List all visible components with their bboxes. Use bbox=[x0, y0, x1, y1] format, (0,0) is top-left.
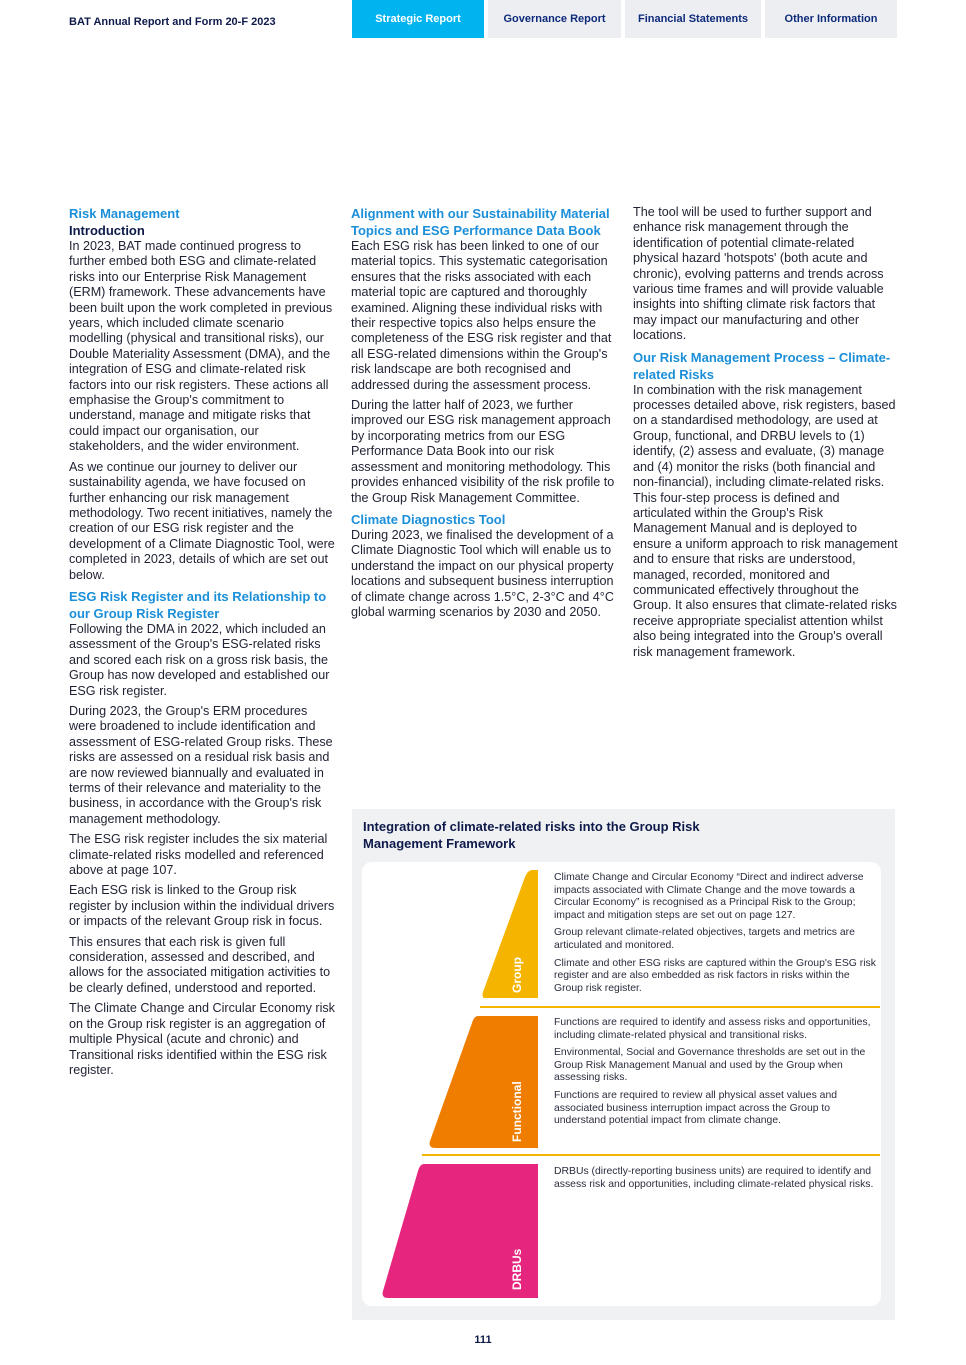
column-middle bbox=[351, 205, 617, 625]
heading-risk-management: Risk Management bbox=[69, 206, 180, 221]
tier-item: Climate Change and Circular Economy “Direct and indirect adverse impacts associated with Climate Change and the move towards a Circular Economy” is recognised as a Principal Risk to the Group; impact and mitigation steps are set out on page 127. bbox=[554, 872, 864, 921]
paragraph: The Climate Change and Circular Economy risk on the Group risk register is an aggregation of multiple Physical (acute and chronic) and Transitional risks identified within the ESG risk register. bbox=[69, 1001, 335, 1077]
tier-text-group bbox=[554, 872, 876, 1000]
paragraph: In 2023, BAT made continued progress to further embed both ESG and climate-related risks into our Enterprise Risk Management (ERM) framework. These advancements have been built upon the work completed in previous years, which included climate scenario modelling (physical and transitional risks), our Double Materiality Assessment (DMA), and the integration of ESG and climate-related risk factors into our risk registers. These actions all emphasise the Group's commitment to understand, manage and mitigate risks that could impact our organisation, our stakeholders, and the wider environment. bbox=[69, 239, 333, 454]
paragraph: Each ESG risk has been linked to one of our material topics. This systematic categorisation ensures that the risks associated with each material topic are captured and thoroughly examined. Aligning these individual risks with their respective topics also helps ensure the completeness of the ESG risk register and that all ESG-related dimensions within the Group's risk landscape are both recognised and addressed during the assessment process. bbox=[351, 239, 612, 392]
paragraph: During the latter half of 2023, we further improved our ESG risk management approach by incorporating metrics from our ESG Performance Data Book into our risk assessment and monitoring methodology. This provides enhanced visibility of the risk profile to the Group Risk Management Committee. bbox=[351, 398, 615, 505]
section-nav bbox=[352, 0, 897, 38]
heading-esg-risk-register: ESG Risk Register and its Relationship to our Group Risk Register bbox=[69, 588, 327, 621]
diagram-card bbox=[362, 862, 881, 1306]
paragraph: This ensures that each risk is given full consideration, assessed and described, and allows for the associated mitigation activities to be clearly defined, understood and reported. bbox=[69, 934, 331, 995]
tier-item: Climate and other ESG risks are captured within the Group's ESG risk register and are also embedded as risk factors in risks within the Group risk register. bbox=[554, 957, 876, 994]
paragraph: During 2023, the Group's ERM procedures were broadened to include identification and assessment of ESG-related Group risks. These risks are assessed on a residual risk basis and are now reviewed biannually and evaluated in terms of their relevance and materiality to the business, in accordance with the Group's risk management methodology. bbox=[69, 703, 333, 826]
heading-risk-management-process: Our Risk Management Process – Climate-related Risks bbox=[633, 349, 891, 382]
page-number: 111 bbox=[474, 1334, 492, 1346]
paragraph: During 2023, we finalised the development of a Climate Diagnostic Tool which will enable us to understand the impact on our physical property locations and subsequent business interruption of climate change across 1.5°C, 2-3°C and 4°C global warming scenarios by 2030 and 2050. bbox=[351, 527, 614, 619]
tier-item: Environmental, Social and Governance thresholds are set out in the Group Risk Management Manual and used by the Group when assessing risks. bbox=[554, 1047, 866, 1084]
paragraph: In combination with the risk management processes detailed above, risk registers, based on a standardised methodology, are used at Group, functional, and DRBU levels to (1) identify, (2) assess and evaluate, (3) manage and (4) monitor the risks (both financial and non-financial), including climate-related risks. This four-step process is defined and articulated within the Group's Risk Management Manual and is deployed to ensure a uniform approach to risk management and to ensure that risks are understood, managed, recorded, monitored and communicated effectively throughout the Group. It also ensures that climate-related risks receive appropriate specialist attention whilst also being integrated into the Group's overall risk management framework. bbox=[633, 382, 898, 659]
tier-divider bbox=[422, 1154, 880, 1156]
paragraph: The ESG risk register includes the six material climate-related risks modelled and referenced above at page 107. bbox=[69, 832, 328, 878]
document-title: BAT Annual Report and Form 20-F 2023 bbox=[69, 16, 276, 28]
column-left bbox=[69, 205, 335, 1083]
tier-text-functional bbox=[554, 1017, 876, 1133]
risk-framework-diagram bbox=[352, 809, 895, 1320]
paragraph: Following the DMA in 2022, which included an assessment of the Group's ESG-related risks and scored each risk on a gross risk basis, the Group has now developed and established our ESG risk register. bbox=[69, 621, 330, 698]
tier-label-functional: Functional bbox=[510, 1081, 524, 1142]
heading-introduction: Introduction bbox=[69, 223, 145, 238]
tab-financial-statements[interactable]: Financial Statements bbox=[625, 0, 761, 38]
tier-item: Group relevant climate-related objectives, targets and metrics are articulated and monitored. bbox=[554, 927, 855, 951]
paragraph: Each ESG risk is linked to the Group risk register by inclusion within the individual drivers or impacts of the relevant Group risk in focus. bbox=[69, 883, 335, 929]
heading-climate-diagnostics-tool: Climate Diagnostics Tool bbox=[351, 511, 506, 527]
tab-other-information[interactable]: Other Information bbox=[765, 0, 897, 38]
tier-item: Functions are required to identify and assess risks and opportunities, including climate-related physical and transitional risks. bbox=[554, 1017, 871, 1041]
tier-label-drbus: DRBUs bbox=[510, 1248, 524, 1290]
tier-item: DRBUs (directly-reporting business units) are required to identify and assess risk and opportunities, including climate-related physical risks. bbox=[554, 1166, 874, 1190]
tier-item: Functions are required to review all physical asset values and associated business interruption impact across the Group to understand potential impact from climate change. bbox=[554, 1089, 838, 1127]
diagram-title: Integration of climate-related risks into the Group Risk Management Framework bbox=[363, 819, 700, 851]
paragraph: The tool will be used to further support and enhance risk management through the identification of potential climate-related physical hazard 'hotspots' (both acute and chronic), evolving patterns and trends across various time frames and will provide valuable insights into shifting climate risk factors that may impact our manufacturing and other locations. bbox=[633, 205, 884, 343]
heading-alignment: Alignment with our Sustainability Material Topics and ESG Performance Data Book bbox=[351, 206, 610, 238]
tab-governance-report[interactable]: Governance Report bbox=[488, 0, 621, 38]
paragraph: As we continue our journey to deliver our sustainability agenda, we have focused on further enhancing our risk management methodology. Two recent initiatives, namely the creation of our ESG risk register and the development of a Climate Diagnostic Tool, were completed in 2023, details of which are set out below. bbox=[69, 459, 335, 582]
column-right bbox=[633, 205, 899, 665]
tier-label-group: Group bbox=[510, 957, 524, 993]
tier-text-drbus bbox=[554, 1166, 876, 1196]
tab-strategic-report[interactable]: Strategic Report bbox=[352, 0, 484, 38]
tier-divider bbox=[480, 1006, 880, 1008]
